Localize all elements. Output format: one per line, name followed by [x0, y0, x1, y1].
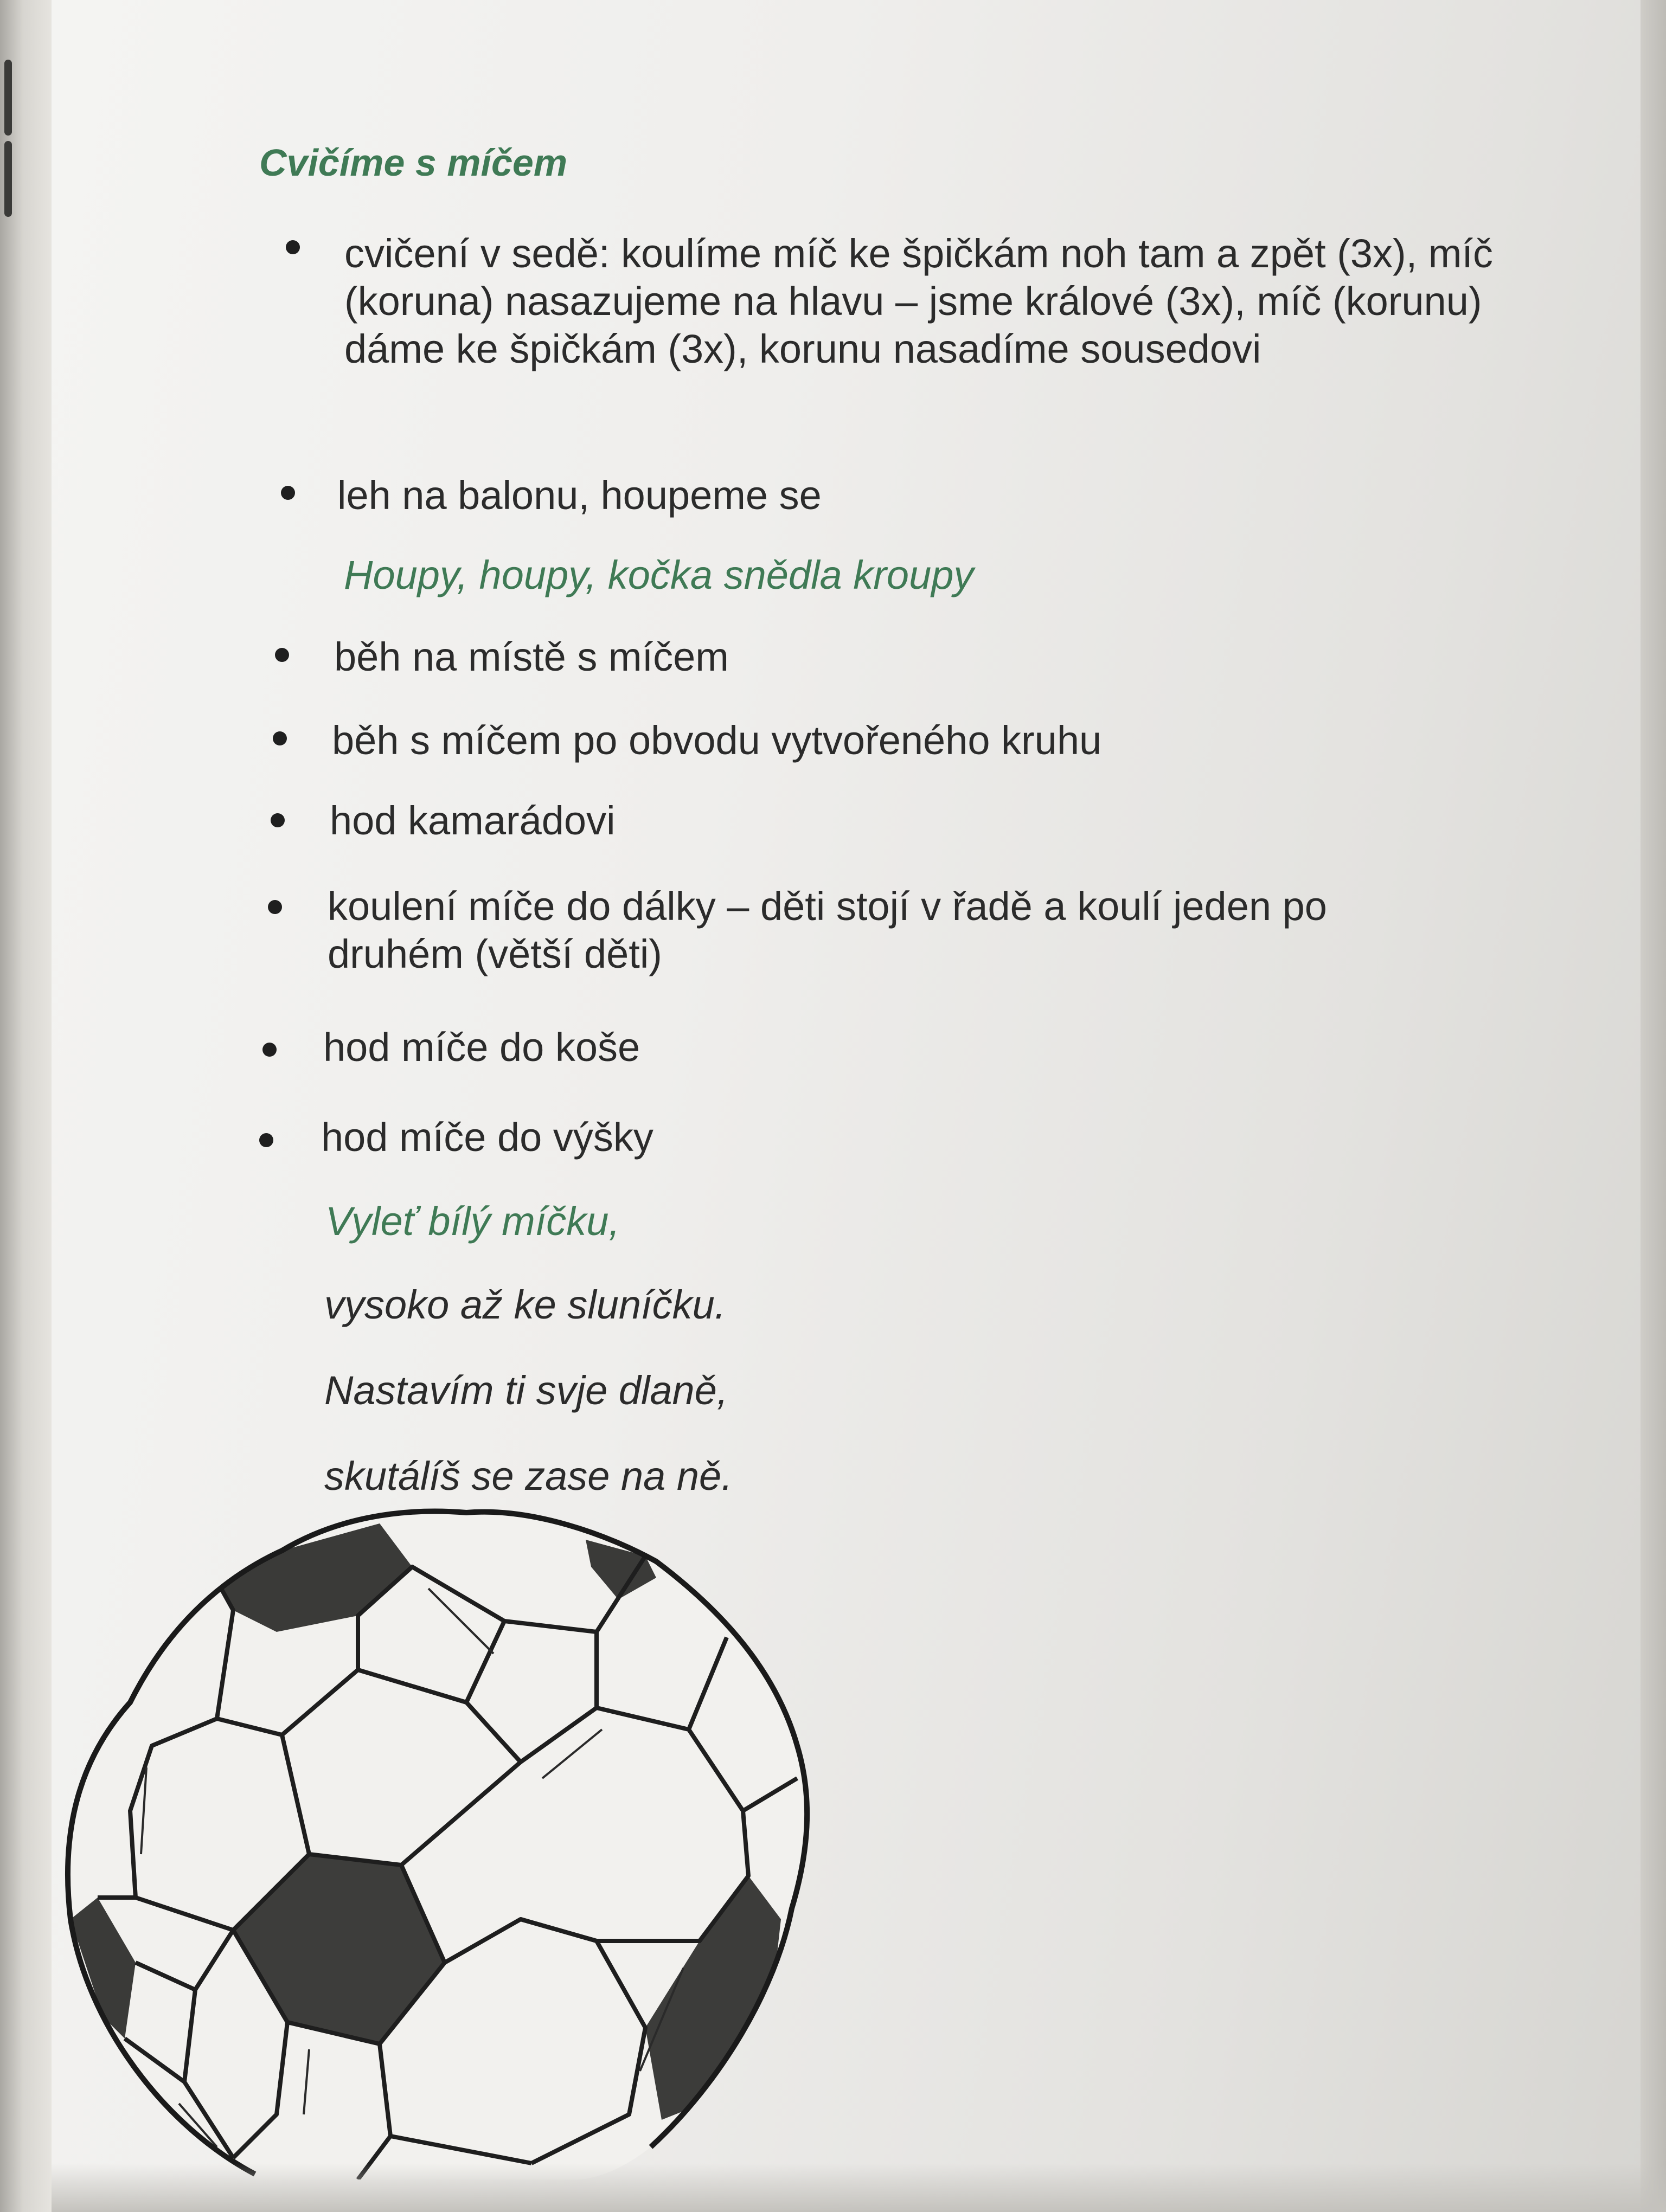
list-item: koulení míče do dálky – děti stojí v řadě a koulí jeden po druhém (větší děti) [328, 884, 1327, 976]
bullet-icon [268, 900, 282, 914]
bullet-icon [281, 486, 295, 500]
sleeve-bottom-edge [52, 2163, 1666, 2212]
soccer-ball-icon [54, 1475, 824, 2179]
list-item: hod míče do koše [323, 1025, 640, 1070]
list-item: cvičení v sedě: koulíme míč ke špičkám noh tam a zpět (3x), míč (koruna) nasazujeme na hlavu – jsme králové (3x), míč (korunu) dáme ke špičkám (3x), korunu nasadíme sousedovi [344, 231, 1493, 371]
poem-line: vysoko až ke sluníčku. [324, 1282, 726, 1327]
bullet-icon [275, 648, 289, 662]
section-heading: Cvičíme s míčem [259, 142, 568, 184]
list-item: leh na balonu, houpeme se [337, 473, 822, 518]
poem-line: Vyleť bílý míčku, [325, 1199, 620, 1244]
list-item: běh na místě s míčem [334, 634, 729, 679]
bullet-icon [273, 731, 287, 745]
bullet-icon [259, 1133, 273, 1147]
bullet-icon [262, 1043, 277, 1057]
bullet-icon [286, 240, 300, 254]
list-item: hod kamarádovi [330, 798, 616, 843]
poem-line: Nastavím ti svje dlaně, [324, 1368, 728, 1413]
rhyme-line: Houpy, houpy, kočka snědla kroupy [344, 552, 974, 597]
list-item: hod míče do výšky [321, 1115, 653, 1160]
list-item: běh s míčem po obvodu vytvořeného kruhu [332, 718, 1102, 763]
bullet-icon [271, 813, 285, 827]
poem-line: skutálíš se zase na ně. [324, 1454, 733, 1499]
